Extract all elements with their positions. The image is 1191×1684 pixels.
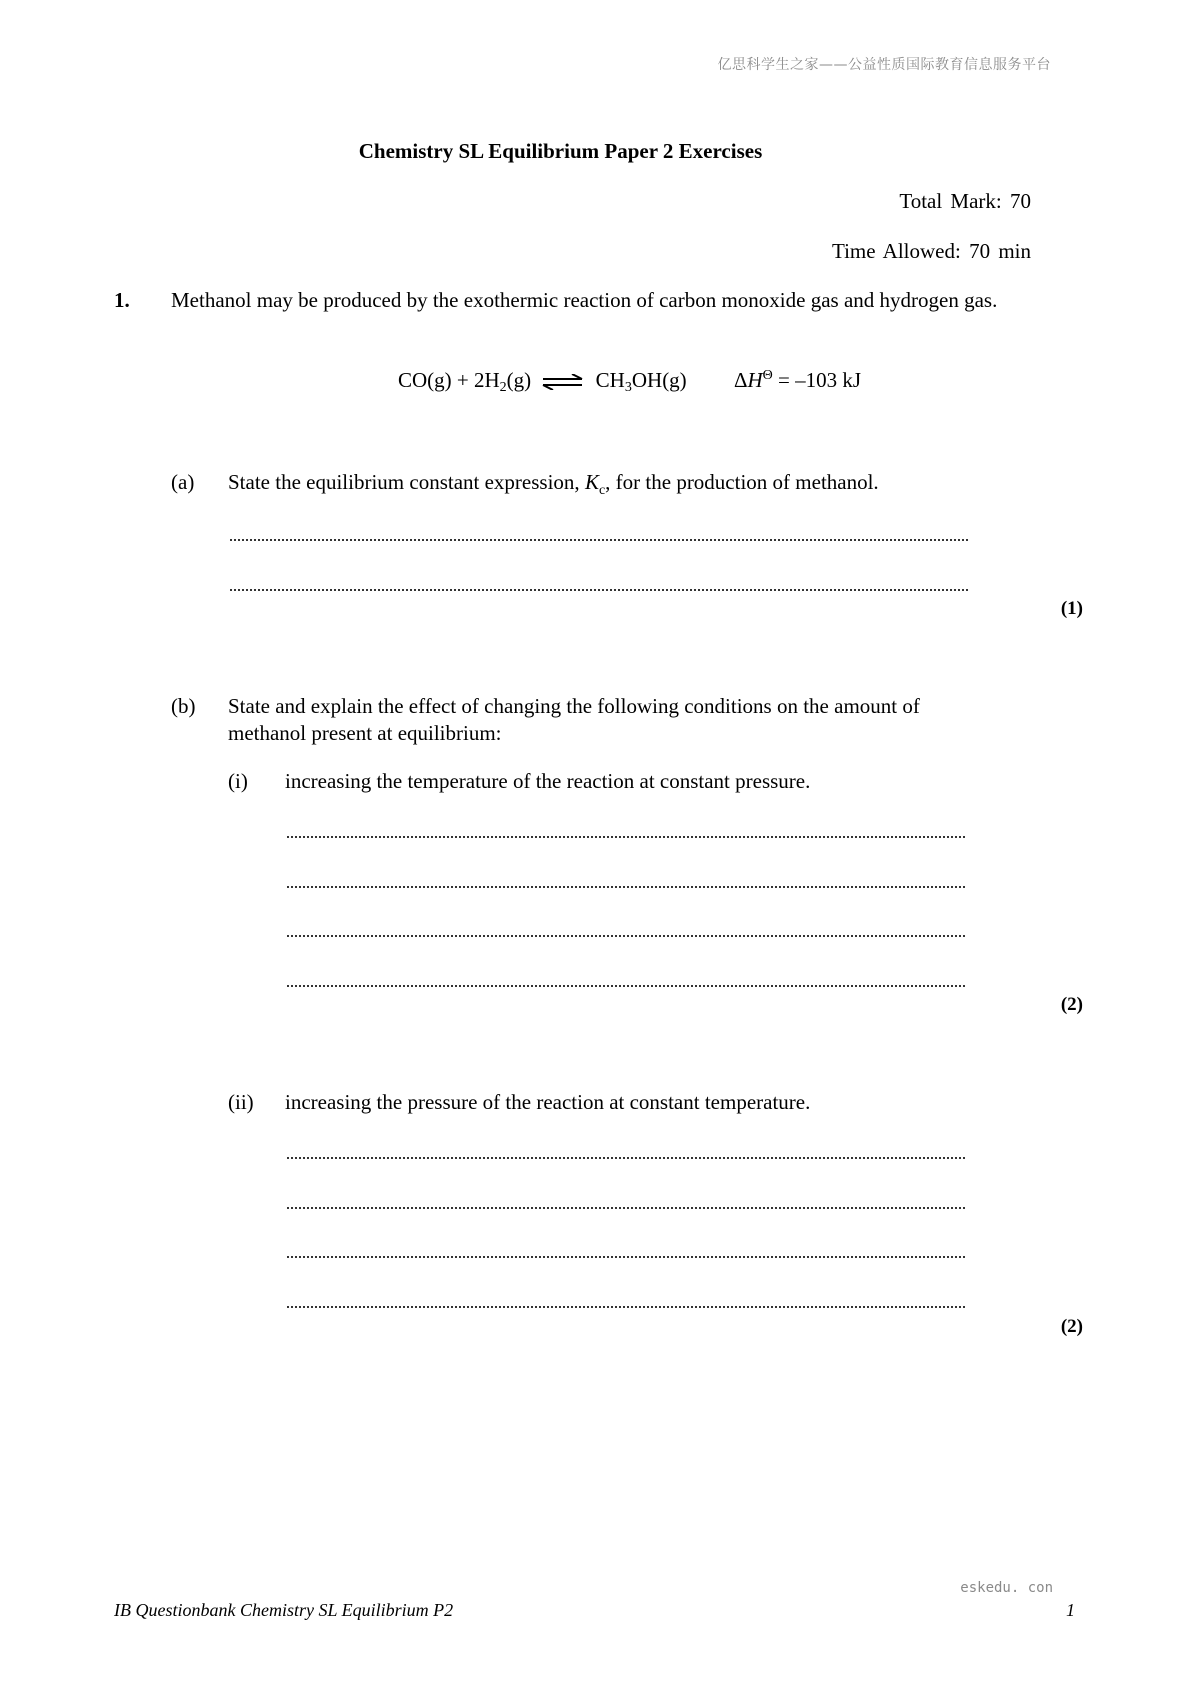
part-b-i-label: (i): [228, 769, 248, 793]
part-a-marks: (1): [1060, 598, 1083, 619]
kc-subscript: c: [598, 483, 606, 499]
equation-reactant-state: (g): [506, 368, 532, 392]
part-b-i-marks: (2): [1060, 994, 1083, 1015]
page-title-text: Chemistry SL Equilibrium Paper 2 Exercises: [358, 139, 763, 163]
answer-line[interactable]: [286, 935, 966, 937]
part-a-text-pre: State the equilibrium constant expression,: [228, 470, 585, 494]
part-b-i-text: increasing the temperature of the reaction at constant pressure.: [285, 769, 811, 793]
footer-watermark: eskedu. con: [960, 1580, 1053, 1596]
question-intro: Methanol may be produced by the exothermic reaction of carbon monoxide gas and hydrogen gas.: [171, 288, 998, 312]
footer-source: IB Questionbank Chemistry SL Equilibrium P2: [114, 1600, 454, 1620]
answer-line[interactable]: [229, 539, 969, 541]
header-watermark: 亿思科学生之家——公益性质国际教育信息服务平台: [717, 57, 1051, 73]
enthalpy-symbol: H: [747, 368, 763, 392]
total-mark: Total Mark: 70: [899, 189, 1031, 213]
equation-product: CH: [595, 368, 625, 392]
enthalpy-change: [734, 368, 861, 392]
time-allowed: Time Allowed: 70 min: [832, 239, 1031, 263]
part-b-ii-marks: (2): [1060, 1316, 1083, 1337]
equilibrium-arrow-icon: [542, 374, 584, 390]
part-a-text-post: , for the production of methanol.: [605, 470, 879, 494]
answer-line[interactable]: [286, 1157, 966, 1159]
equation-product-rest: OH(g): [631, 368, 687, 392]
part-a-text: [228, 469, 1028, 504]
equation-subscript: 2: [499, 380, 507, 395]
part-a-label: (a): [171, 470, 195, 494]
part-b-ii-label: (ii): [228, 1090, 254, 1114]
kc-symbol: K: [584, 470, 599, 494]
part-b-ii-text: increasing the pressure of the reaction at constant temperature.: [285, 1090, 811, 1114]
equation-reactant: CO(g) + 2H: [398, 368, 500, 392]
standard-state-symbol: Θ: [762, 368, 773, 383]
answer-line[interactable]: [286, 1207, 966, 1209]
answer-line[interactable]: [286, 1256, 966, 1258]
delta-symbol: Δ: [733, 368, 748, 392]
answer-line[interactable]: [286, 985, 966, 987]
answer-line[interactable]: [286, 1306, 966, 1308]
equation-subscript: 3: [624, 380, 632, 395]
question-number: 1.: [114, 288, 130, 312]
chemical-equation: [398, 368, 861, 393]
answer-line[interactable]: [286, 886, 966, 888]
answer-line[interactable]: [229, 589, 969, 591]
page-number: 1: [1066, 1600, 1075, 1620]
part-b-label: (b): [171, 694, 196, 718]
page-title: [0, 139, 1191, 164]
answer-line[interactable]: [286, 836, 966, 838]
enthalpy-value: = –103 kJ: [772, 368, 862, 392]
part-b-text: State and explain the effect of changing the following conditions on the amount of methanol present at equilibrium:: [228, 694, 920, 745]
